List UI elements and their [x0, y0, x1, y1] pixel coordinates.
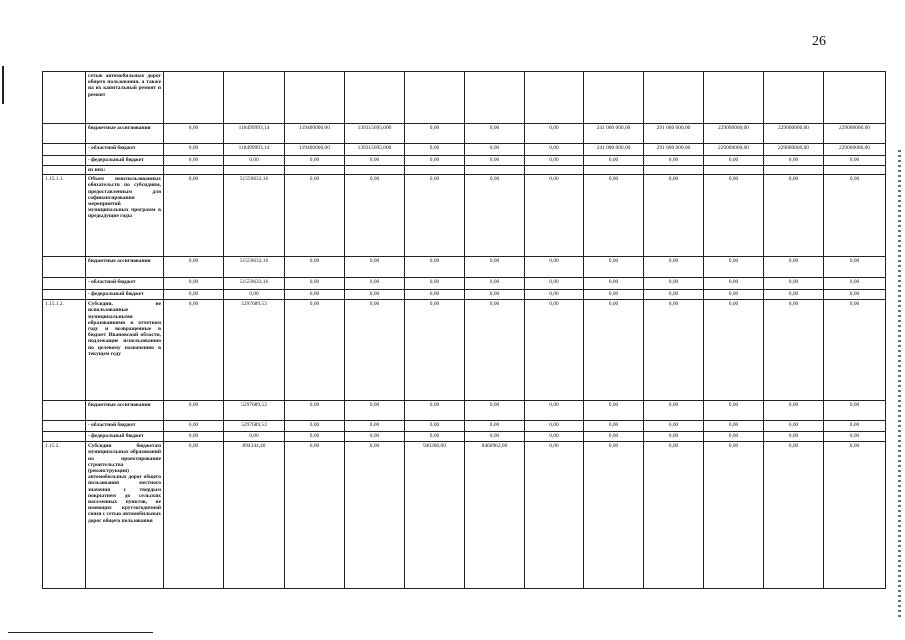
table-row [43, 421, 886, 432]
value-cell: 0,00 [644, 442, 704, 589]
value-cell: 0,00 [405, 401, 465, 421]
row-name-cell: из них: [86, 166, 164, 175]
value-cell: 0,00 [584, 442, 644, 589]
row-index-cell: 1.15.1.1. [43, 175, 86, 257]
value-cell: 0,00 [704, 156, 764, 166]
value-cell: 8460962,00 [465, 442, 525, 589]
value-cell [285, 72, 345, 124]
value-cell: 0,00 [285, 421, 345, 432]
value-cell [465, 166, 525, 175]
table-row [43, 72, 886, 124]
row-name-cell: бюджетные ассигнования [86, 401, 164, 421]
value-cell: 0,00 [405, 432, 465, 442]
row-index-cell [43, 278, 86, 290]
row-index-cell [43, 144, 86, 156]
value-cell: 0,00 [824, 175, 886, 257]
value-cell [224, 72, 285, 124]
value-cell: 0,00 [164, 432, 224, 442]
value-cell: 51559633,16 [224, 278, 285, 290]
row-name-cell: бюджетные ассигнования [86, 257, 164, 278]
value-cell: 0,00 [644, 156, 704, 166]
value-cell: 0,00 [584, 290, 644, 300]
value-cell: 51559633,16 [224, 257, 285, 278]
value-cell: 0,00 [764, 257, 824, 278]
value-cell: 291 000 000,00 [644, 144, 704, 156]
row-name-cell: - областной бюджет [86, 144, 164, 156]
value-cell: 0,00 [345, 300, 405, 401]
value-cell: 0,00 [345, 156, 405, 166]
value-cell: 0,00 [525, 432, 584, 442]
value-cell: 0,00 [285, 290, 345, 300]
row-name-cell: - федеральный бюджет [86, 432, 164, 442]
value-cell [164, 72, 224, 124]
value-cell [704, 72, 764, 124]
row-name-cell: Субсидии бюджетам муниципальных образований на проектирование строительства (реконструкции) автомобильных дорог общего пользования местного значения с твердым покрытием до сельских населенных пунктов, не имеющих круглогодичной связи с сетью автомобильных дорог общего пользования [86, 442, 164, 589]
value-cell [164, 166, 224, 175]
value-cell: 0,00 [525, 124, 584, 144]
value-cell: 0,00 [584, 257, 644, 278]
value-cell: 0,00 [584, 278, 644, 290]
value-cell: 0,00 [285, 257, 345, 278]
value-cell: 0,00 [525, 421, 584, 432]
table-row [43, 144, 886, 156]
table-row [43, 124, 886, 144]
value-cell: 0,00 [525, 442, 584, 589]
row-name-cell: - областной бюджет [86, 421, 164, 432]
value-cell: 0,00 [405, 175, 465, 257]
value-cell: 0,00 [345, 290, 405, 300]
value-cell: 118499993,14 [224, 124, 285, 144]
table-row [43, 432, 886, 442]
row-name-cell: Субсидии, не использованные муниципальными образованиями в отчетном году и возвращенные в бюджет Ивановской области, подлежащие использованию по целевому назначению в текущем году [86, 300, 164, 401]
value-cell: 0,00 [285, 175, 345, 257]
value-cell: 0,00 [644, 290, 704, 300]
value-cell: 0,00 [824, 401, 886, 421]
value-cell: 0,00 [164, 442, 224, 589]
row-index-cell [43, 290, 86, 300]
value-cell: 0,00 [465, 432, 525, 442]
value-cell: 229000000,00 [764, 124, 824, 144]
value-cell: 0,00 [525, 175, 584, 257]
value-cell: 139315695,000 [345, 124, 405, 144]
value-cell: 0,00 [704, 421, 764, 432]
value-cell: 0,00 [525, 144, 584, 156]
value-cell [704, 166, 764, 175]
value-cell: 0,00 [465, 156, 525, 166]
table-row [43, 278, 886, 290]
value-cell: 0,00 [584, 300, 644, 401]
value-cell [764, 166, 824, 175]
row-index-cell [43, 401, 86, 421]
value-cell: 0,00 [824, 156, 886, 166]
value-cell: 0,00 [525, 257, 584, 278]
value-cell: 0,00 [584, 175, 644, 257]
value-cell: 0,00 [345, 421, 405, 432]
value-cell: 5297689,53 [224, 300, 285, 401]
value-cell: 0,00 [405, 257, 465, 278]
value-cell: 0,00 [164, 156, 224, 166]
value-cell: 0,00 [525, 278, 584, 290]
value-cell [224, 166, 285, 175]
value-cell: 0,00 [405, 278, 465, 290]
value-cell: 0,00 [764, 156, 824, 166]
value-cell: 0,00 [704, 257, 764, 278]
row-name-cell: бюджетные ассигнования [86, 124, 164, 144]
value-cell: 0,00 [345, 257, 405, 278]
value-cell: 0,00 [704, 278, 764, 290]
value-cell [525, 72, 584, 124]
value-cell: 0,00 [465, 257, 525, 278]
value-cell: 0,00 [824, 257, 886, 278]
value-cell: 0,00 [644, 401, 704, 421]
value-cell: 0,00 [224, 290, 285, 300]
value-cell: 0,00 [285, 442, 345, 589]
value-cell: 51559633,16 [224, 175, 285, 257]
footnote-line [8, 632, 153, 633]
value-cell: 5297689,53 [224, 401, 285, 421]
value-cell [405, 72, 465, 124]
row-index-cell: 1.15.2. [43, 442, 86, 589]
value-cell: 894344,40 [224, 442, 285, 589]
value-cell: 0,00 [824, 278, 886, 290]
value-cell: 0,00 [584, 432, 644, 442]
value-cell: 229000000,00 [824, 144, 886, 156]
page-number: 26 [812, 34, 826, 49]
value-cell [824, 72, 886, 124]
value-cell: 0,00 [704, 432, 764, 442]
value-cell [465, 72, 525, 124]
table-row [43, 442, 886, 589]
row-index-cell [43, 257, 86, 278]
value-cell: 0,00 [525, 156, 584, 166]
value-cell: 229000000,00 [824, 124, 886, 144]
value-cell: 0,00 [164, 290, 224, 300]
value-cell: 0,00 [584, 401, 644, 421]
value-cell: 0,00 [345, 278, 405, 290]
value-cell [525, 166, 584, 175]
table-row [43, 156, 886, 166]
value-cell [584, 72, 644, 124]
value-cell: 940280,00 [405, 442, 465, 589]
value-cell [345, 72, 405, 124]
value-cell [644, 166, 704, 175]
value-cell: 0,00 [704, 290, 764, 300]
value-cell: 0,00 [224, 156, 285, 166]
row-name-cell: - областной бюджет [86, 278, 164, 290]
scan-edge-noise [898, 150, 901, 620]
value-cell: 119400000,00 [285, 124, 345, 144]
value-cell: 0,00 [525, 401, 584, 421]
value-cell: 0,00 [584, 421, 644, 432]
value-cell: 0,00 [405, 124, 465, 144]
value-cell: 0,00 [764, 290, 824, 300]
table-row [43, 300, 886, 401]
value-cell: 0,00 [465, 290, 525, 300]
value-cell: 0,00 [764, 278, 824, 290]
value-cell: 241 000 000,00 [584, 124, 644, 144]
row-name-cell: Объем неиспользованных обязательств по субсидиям, предоставленным для софинансирования мероприятий муниципальных программ в предыдущие годы [86, 175, 164, 257]
row-index-cell [43, 432, 86, 442]
value-cell: 0,00 [285, 300, 345, 401]
value-cell: 0,00 [764, 432, 824, 442]
value-cell: 0,00 [164, 257, 224, 278]
value-cell: 0,00 [164, 421, 224, 432]
row-index-cell [43, 124, 86, 144]
value-cell: 0,00 [164, 401, 224, 421]
value-cell: 0,00 [644, 300, 704, 401]
value-cell: 0,00 [824, 442, 886, 589]
value-cell: 0,00 [345, 401, 405, 421]
value-cell: 118499993,14 [224, 144, 285, 156]
value-cell: 0,00 [824, 300, 886, 401]
value-cell: 0,00 [824, 421, 886, 432]
table-row [43, 175, 886, 257]
value-cell: 0,00 [345, 442, 405, 589]
value-cell: 0,00 [465, 300, 525, 401]
value-cell: 0,00 [164, 175, 224, 257]
value-cell: 0,00 [525, 300, 584, 401]
value-cell [405, 166, 465, 175]
budget-table [42, 71, 886, 589]
value-cell: 0,00 [704, 442, 764, 589]
value-cell: 0,00 [764, 442, 824, 589]
value-cell: 229000000,00 [704, 124, 764, 144]
value-cell: 0,00 [285, 278, 345, 290]
value-cell: 241 000 000,00 [584, 144, 644, 156]
value-cell [285, 166, 345, 175]
left-margin-mark [2, 66, 4, 104]
value-cell: 0,00 [644, 278, 704, 290]
value-cell [764, 72, 824, 124]
value-cell [644, 72, 704, 124]
value-cell: 0,00 [644, 432, 704, 442]
value-cell: 0,00 [465, 421, 525, 432]
value-cell: 0,00 [764, 401, 824, 421]
value-cell: 0,00 [824, 290, 886, 300]
table-row [43, 290, 886, 300]
value-cell: 0,00 [704, 401, 764, 421]
value-cell: 0,00 [285, 156, 345, 166]
value-cell: 0,00 [465, 175, 525, 257]
value-cell: 0,00 [405, 300, 465, 401]
value-cell: 229000000,00 [764, 144, 824, 156]
row-index-cell [43, 156, 86, 166]
value-cell: 0,00 [465, 124, 525, 144]
value-cell: 0,00 [465, 278, 525, 290]
value-cell: 291 000 000,00 [644, 124, 704, 144]
value-cell: 0,00 [285, 432, 345, 442]
value-cell: 0,00 [405, 290, 465, 300]
value-cell: 0,00 [584, 156, 644, 166]
value-cell: 0,00 [764, 300, 824, 401]
value-cell: 0,00 [764, 175, 824, 257]
value-cell: 0,00 [644, 175, 704, 257]
value-cell: 0,00 [405, 421, 465, 432]
value-cell: 0,00 [345, 432, 405, 442]
value-cell: 0,00 [405, 144, 465, 156]
row-name-cell: сетью автомобильных дорог общего пользования, а также на их капитальный ремонт и ремонт [86, 72, 164, 124]
value-cell: 0,00 [764, 421, 824, 432]
value-cell: 0,00 [525, 290, 584, 300]
value-cell: 229000000,00 [704, 144, 764, 156]
value-cell: 5297689,53 [224, 421, 285, 432]
row-name-cell: - федеральный бюджет [86, 290, 164, 300]
value-cell [584, 166, 644, 175]
value-cell: 0,00 [644, 421, 704, 432]
value-cell: 0,00 [465, 144, 525, 156]
value-cell [824, 166, 886, 175]
value-cell: 0,00 [164, 278, 224, 290]
value-cell: 0,00 [164, 124, 224, 144]
row-index-cell [43, 72, 86, 124]
value-cell: 139315695,000 [345, 144, 405, 156]
value-cell: 0,00 [465, 401, 525, 421]
value-cell: 0,00 [164, 300, 224, 401]
value-cell: 0,00 [704, 300, 764, 401]
value-cell: 0,00 [164, 144, 224, 156]
row-name-cell: - федеральный бюджет [86, 156, 164, 166]
row-index-cell: 1.15.1.2. [43, 300, 86, 401]
value-cell [345, 166, 405, 175]
row-index-cell [43, 421, 86, 432]
table-row [43, 257, 886, 278]
table-row [43, 401, 886, 421]
value-cell: 0,00 [224, 432, 285, 442]
table-row [43, 166, 886, 175]
value-cell: 0,00 [345, 175, 405, 257]
row-index-cell [43, 166, 86, 175]
value-cell: 0,00 [824, 432, 886, 442]
value-cell: 0,00 [644, 257, 704, 278]
value-cell: 119400000,00 [285, 144, 345, 156]
value-cell: 0,00 [285, 401, 345, 421]
value-cell: 0,00 [704, 175, 764, 257]
value-cell: 0,00 [405, 156, 465, 166]
